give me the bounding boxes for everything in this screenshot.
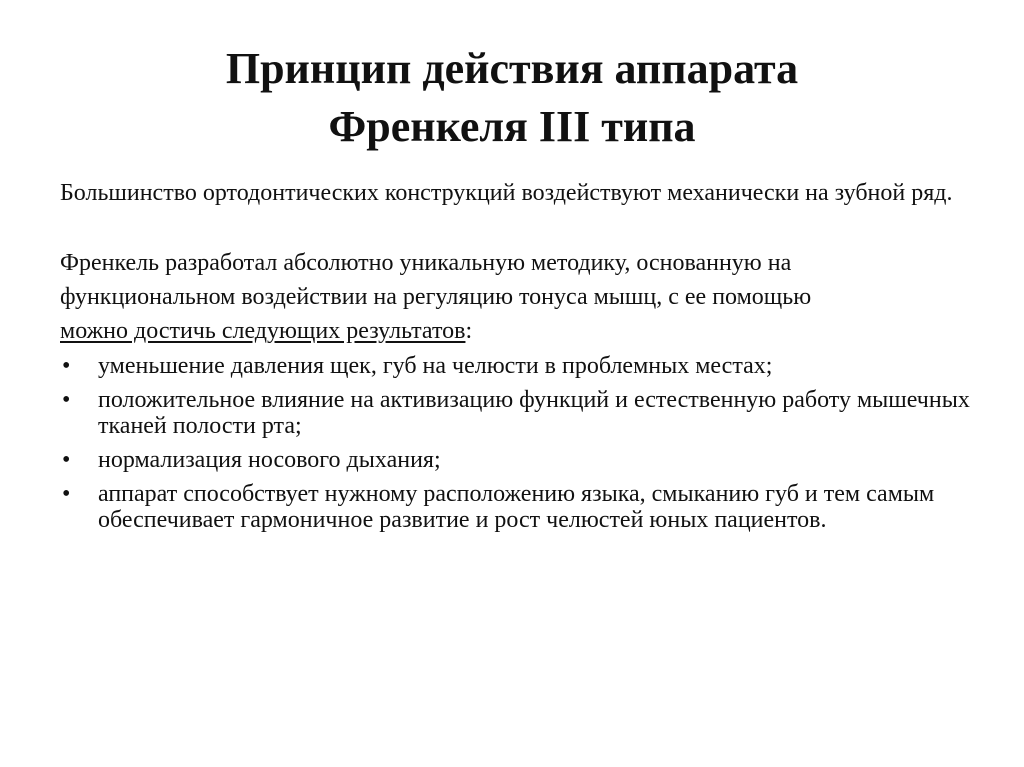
list-item <box>60 387 980 439</box>
slide-title <box>0 40 1024 156</box>
results-colon: : <box>465 318 473 344</box>
method-paragraph <box>60 246 980 348</box>
list-item <box>60 447 980 473</box>
list-item <box>60 481 980 533</box>
list-item-text: аппарат способствует нужному расположению языка, смыканию губ и тем самым обеспечивает гармоничное развитие и рост челюстей юных пациентов. <box>98 481 935 533</box>
bullet-icon: • <box>62 481 71 507</box>
list-item-text: уменьшение давления щек, губ на челюсти в проблемных местах; <box>98 353 773 379</box>
method-line-2: функциональном воздействии на регуляцию тонуса мышц, с ее помощью <box>60 284 812 310</box>
intro-paragraph: Большинство ортодонтических конструкций воздействуют механически на зубной ряд. <box>60 180 953 206</box>
list-item-text: положительное влияние на активизацию функций и естественную работу мышечных тканей полости рта; <box>98 387 970 439</box>
list-item-text: нормализация носового дыхания; <box>98 447 441 473</box>
bullet-icon: • <box>62 353 71 379</box>
bullet-icon: • <box>62 387 71 413</box>
title-line-1: Принцип действия аппарата <box>225 44 799 93</box>
title-line-2: Френкеля III типа <box>328 102 696 151</box>
results-underlined-text: можно достичь следующих результатов <box>60 318 466 344</box>
results-list <box>60 353 980 533</box>
bullet-icon: • <box>62 447 71 473</box>
method-line-1: Френкель разработал абсолютно уникальную методику, основанную на <box>60 250 792 276</box>
list-item <box>60 353 980 379</box>
slide-body <box>60 176 980 541</box>
